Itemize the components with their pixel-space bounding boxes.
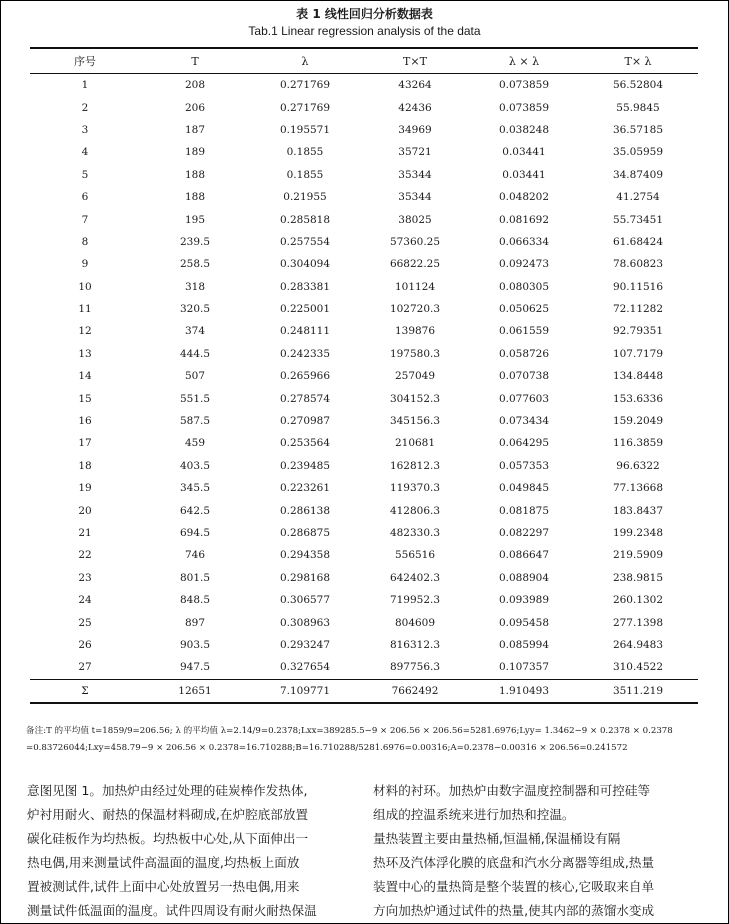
table-cell: 0.253564: [279, 437, 331, 450]
table-row: [30, 499, 698, 521]
table-cell: 0.082297: [498, 527, 550, 539]
table-cell: 260.1302: [612, 594, 664, 607]
body-line: 量热装置主要由量热桶,恒温桶,保温桶设有隔: [373, 831, 621, 846]
table-cell: 35721: [398, 146, 432, 159]
table-cell: 43264: [398, 79, 432, 92]
table-cell: 0.107357: [498, 661, 550, 674]
table-header-row: [30, 49, 698, 73]
table-cell: 4: [81, 146, 89, 159]
table-cell: 816312.3: [389, 638, 441, 651]
table-cell: 16: [78, 415, 92, 428]
table-cell: 403.5: [179, 459, 211, 472]
table-cell: 320.5: [179, 303, 211, 316]
table-cell: 0.271769: [279, 101, 331, 114]
table-row: [30, 320, 698, 342]
table-cell: 18: [78, 459, 92, 472]
table-cell: 153.6336: [612, 392, 664, 405]
table-cell: 801.5: [179, 571, 211, 584]
body-line: 材料的衬环。加热炉由数字温度控制器和可控硅等: [373, 783, 651, 798]
table-cell: 0.050625: [498, 303, 550, 316]
table-cell: 101124: [394, 280, 436, 293]
table-cell: 0.294358: [279, 549, 331, 562]
table-cell: 264.9483: [612, 638, 664, 651]
table-cell: 0.21955: [283, 191, 327, 204]
table-row: [30, 164, 698, 186]
table-cell: 27: [78, 661, 92, 674]
table-cell: 0.070738: [498, 370, 550, 383]
header-cell: λ × λ: [508, 54, 540, 68]
table-cell: 0.077603: [498, 392, 550, 405]
table-cell: 139876: [394, 325, 436, 338]
header-cell: T×T: [403, 54, 427, 68]
table-cell: 947.5: [179, 661, 211, 674]
table-title-cn: 表 1 线性回归分析数据表: [296, 7, 433, 21]
table-row: [30, 119, 698, 141]
table-cell: 897: [184, 616, 206, 629]
table-cell: 257049: [394, 370, 436, 383]
table-cell: 7: [81, 213, 89, 226]
table-row: [30, 253, 698, 275]
table-cell: 238.9815: [612, 571, 664, 584]
table-cell: 0.049845: [498, 482, 550, 495]
table-cell: 1.910493: [498, 684, 550, 697]
table-cell: 210681: [394, 437, 436, 450]
table-cell: 0.285818: [279, 213, 331, 226]
body-line: 置被测试件,试件上面中心处放置另一热电偶,用来: [27, 879, 300, 894]
table-cell: 345.5: [179, 482, 211, 495]
table-cell: 0.064295: [498, 437, 550, 450]
table-cell: 66822.25: [389, 258, 441, 271]
table-cell: 345156.3: [389, 415, 441, 428]
table-cell: 14: [78, 370, 92, 383]
table-cell: 55.73451: [612, 213, 664, 226]
table-cell: 0.03441: [502, 168, 546, 181]
table-cell: 78.60823: [612, 258, 664, 271]
table-cell: 318: [184, 280, 206, 293]
sum-row: [30, 680, 698, 702]
table-cell: 19: [78, 482, 92, 495]
table-row: [30, 567, 698, 589]
table-cell: 0.223261: [279, 482, 331, 495]
table-row: [30, 74, 698, 96]
table-cell: 0.057353: [498, 459, 550, 472]
table-cell: 10: [78, 280, 92, 293]
table-cell: 72.11282: [612, 303, 664, 316]
table-cell: 189: [184, 146, 206, 159]
table-cell: 0.283381: [279, 280, 331, 293]
table-cell: 556516: [394, 549, 436, 562]
table-title-en: Tab.1 Linear regression analysis of the data: [248, 24, 481, 38]
table-cell: 20: [78, 504, 92, 517]
table-cell: 897756.3: [389, 661, 441, 674]
table-cell: 848.5: [179, 594, 211, 607]
table-cell: 0.308963: [279, 616, 331, 629]
table-cell: 0.225001: [279, 303, 331, 316]
body-line: 装置中心的量热筒是整个装置的核心,它吸取来自单: [373, 879, 655, 894]
table-cell: 35.05959: [612, 146, 664, 159]
table-cell: 159.2049: [612, 415, 664, 428]
table-row: [30, 387, 698, 409]
table-cell: 3: [81, 123, 89, 136]
table-row: [30, 455, 698, 477]
table-cell: 188: [184, 168, 206, 181]
table-cell: 0.080305: [498, 280, 550, 293]
table-cell: 0.061559: [498, 325, 550, 338]
table-cell: 22: [78, 549, 92, 562]
regression-table: [30, 47, 698, 704]
table-cell: 188: [184, 191, 206, 204]
table-cell: 96.6322: [616, 459, 660, 472]
table-row: [30, 477, 698, 499]
table-row: [30, 611, 698, 633]
table-cell: 61.68424: [612, 235, 664, 248]
table-cell: 183.8437: [612, 504, 664, 517]
table-row: [30, 410, 698, 432]
table-cell: 642402.3: [389, 571, 441, 584]
table-cell: 0.073859: [498, 101, 550, 114]
body-line: 热电偶,用来测量试件高温面的温度,均热板上面放: [27, 855, 300, 870]
table-cell: 444.5: [179, 347, 211, 360]
table-cell: 23: [78, 571, 92, 584]
table-cell: 90.11516: [612, 280, 664, 293]
table-cell: 36.57185: [612, 123, 664, 136]
table-cell: 26: [78, 638, 92, 651]
table-cell: 34.87409: [612, 168, 664, 181]
table-cell: 0.195571: [279, 123, 331, 136]
table-row: [30, 343, 698, 365]
table-row: [30, 432, 698, 454]
table-cell: Σ: [81, 684, 89, 697]
table-cell: 642.5: [179, 504, 211, 517]
table-row: [30, 96, 698, 118]
table-cell: 0.286138: [279, 504, 331, 517]
table-cell: 219.5909: [612, 549, 664, 562]
table-row: [30, 208, 698, 230]
table-cell: 15: [78, 392, 92, 405]
table-cell: 0.306577: [279, 594, 331, 607]
table-cell: 0.038248: [498, 123, 550, 136]
table-row: [30, 276, 698, 298]
table-cell: 239.5: [179, 235, 211, 248]
table-cell: 55.9845: [616, 101, 660, 114]
table-cell: 57360.25: [389, 235, 441, 248]
body-line: 炉衬用耐火、耐热的保温材料砌成,在炉腔底部放置: [27, 807, 309, 822]
table-cell: 116.3859: [612, 437, 664, 450]
table-cell: 0.093989: [498, 594, 550, 607]
table-cell: 804609: [394, 616, 436, 629]
table-note-line: =0.83726044;Lxy=458.79−9 × 206.56 × 0.2378=16.710288;B=16.710288/5281.6976=0.00316;A=0.2378−0.00316 × 206.56=0.241572: [26, 743, 628, 753]
table-cell: 507: [184, 370, 206, 383]
table-row: [30, 141, 698, 163]
table-cell: 0.03441: [502, 146, 546, 159]
table-cell: 92.79351: [612, 325, 664, 338]
table-row: [30, 656, 698, 678]
table-cell: 41.2754: [616, 191, 660, 204]
table-cell: 0.327654: [279, 661, 331, 674]
table-cell: 719952.3: [389, 594, 441, 607]
table-cell: 107.7179: [612, 347, 664, 360]
table-note-line: 备注:T 的平均值 t=1859/9=206.56; λ 的平均值 λ=2.14/9=0.2378;Lxx=389285.5−9 × 206.56 × 206.56=5281.6976;Lyy= 1.3462−9 × 0.2378 × 0.2378: [26, 726, 673, 736]
body-line: 方向加热炉通过试件的热量,使其内部的蒸馏水变成: [373, 903, 655, 918]
table-row: [30, 298, 698, 320]
table-cell: 903.5: [179, 638, 211, 651]
table-cell: 0.073859: [498, 79, 550, 92]
table-cell: 0.271769: [279, 79, 331, 92]
table-cell: 0.242335: [279, 347, 331, 360]
table-cell: 0.265966: [279, 370, 331, 383]
table-cell: 0.1855: [286, 168, 324, 181]
table-cell: 38025: [398, 213, 432, 226]
table-cell: 77.13668: [612, 482, 664, 495]
header-cell: T: [191, 54, 199, 68]
table-body: [30, 74, 698, 679]
table-cell: 277.1398: [612, 616, 664, 629]
table-cell: 0.081692: [498, 213, 550, 226]
table-cell: 3511.219: [612, 684, 664, 697]
table-row: [30, 522, 698, 544]
table-cell: 0.293247: [279, 638, 331, 651]
table-cell: 0.239485: [279, 459, 331, 472]
table-row: [30, 634, 698, 656]
table-cell: 56.52804: [612, 79, 664, 92]
table-cell: 258.5: [179, 258, 211, 271]
table-cell: 0.073434: [498, 415, 550, 428]
table-cell: 42436: [398, 101, 432, 114]
table-cell: 7662492: [391, 684, 439, 697]
table-cell: 0.1855: [286, 146, 324, 159]
table-row: [30, 544, 698, 566]
body-line: 碳化硅板作为均热板。均热板中心处,从下面伸出一: [27, 831, 309, 846]
table-cell: 35344: [398, 168, 432, 181]
table-row: [30, 231, 698, 253]
header-cell: λ: [301, 54, 309, 68]
table-cell: 0.304094: [279, 258, 331, 271]
table-cell: 187: [184, 123, 206, 136]
table-cell: 374: [184, 325, 206, 338]
table-cell: 0.092473: [498, 258, 550, 271]
table-cell: 206: [184, 101, 206, 114]
header-cell: 序号: [74, 55, 96, 68]
table-cell: 13: [78, 347, 92, 360]
table-row: [30, 589, 698, 611]
table-cell: 0.066334: [498, 235, 550, 248]
table-cell: 0.248111: [279, 325, 331, 338]
table-cell: 0.298168: [279, 571, 331, 584]
table-cell: 551.5: [179, 392, 211, 405]
table-cell: 0.270987: [279, 415, 331, 428]
table-cell: 12: [78, 325, 92, 338]
table-cell: 0.058726: [498, 347, 550, 360]
table-cell: 195: [184, 213, 206, 226]
table-cell: 412806.3: [389, 504, 441, 517]
table-cell: 11: [78, 303, 92, 316]
table-cell: 0.286875: [279, 527, 331, 539]
table-cell: 310.4522: [612, 661, 664, 674]
table-cell: 17: [78, 437, 92, 450]
table-cell: 6: [81, 191, 89, 204]
body-line: 测量试件低温面的温度。试件四周设有耐火耐热保温: [27, 903, 317, 918]
table-cell: 0.278574: [279, 392, 331, 405]
table-cell: 35344: [398, 191, 432, 204]
bottom-rule: [30, 702, 698, 704]
table-cell: 34969: [398, 123, 432, 136]
header-cell: T× λ: [624, 54, 652, 68]
table-cell: 304152.3: [389, 392, 441, 405]
table-cell: 1: [81, 79, 89, 92]
table-cell: 746: [184, 549, 206, 562]
table-cell: 9: [81, 258, 89, 271]
body-line: 组成的控温系统来进行加热和控温。: [373, 807, 575, 822]
table-cell: 12651: [178, 684, 212, 697]
table-row: [30, 186, 698, 208]
table-row: [30, 365, 698, 387]
table-cell: 0.086647: [498, 549, 550, 562]
table-cell: 7.109771: [279, 684, 331, 697]
table-cell: 197580.3: [389, 347, 441, 360]
body-column-right: [373, 779, 703, 923]
table-cell: 0.048202: [498, 191, 550, 204]
table-cell: 25: [78, 616, 92, 629]
table-cell: 199.2348: [612, 527, 664, 539]
table-cell: 21: [78, 527, 92, 539]
table-cell: 8: [81, 235, 89, 248]
body-line: 意图见图 1。加热炉由经过处理的硅炭棒作发热体,: [27, 783, 308, 798]
table-cell: 0.088904: [498, 571, 550, 584]
table-cell: 2: [81, 101, 89, 114]
table-cell: 102720.3: [389, 303, 441, 316]
table-cell: 24: [78, 594, 92, 607]
table-cell: 482330.3: [389, 527, 441, 539]
table-cell: 119370.3: [389, 482, 441, 495]
table-cell: 162812.3: [389, 459, 441, 472]
table-cell: 694.5: [179, 527, 211, 539]
table-cell: 5: [81, 168, 89, 181]
table-cell: 0.257554: [279, 235, 331, 248]
table-cell: 134.8448: [612, 370, 664, 383]
table-cell: 208: [184, 79, 206, 92]
table-cell: 587.5: [179, 415, 211, 428]
table-cell: 0.081875: [498, 504, 550, 517]
body-column-left: [27, 779, 357, 923]
table-cell: 0.095458: [498, 616, 550, 629]
body-line: 热环及汽体浮化膜的底盘和汽水分离器等组成,热量: [373, 855, 655, 870]
table-cell: 0.085994: [498, 638, 550, 651]
table-cell: 459: [184, 437, 206, 450]
